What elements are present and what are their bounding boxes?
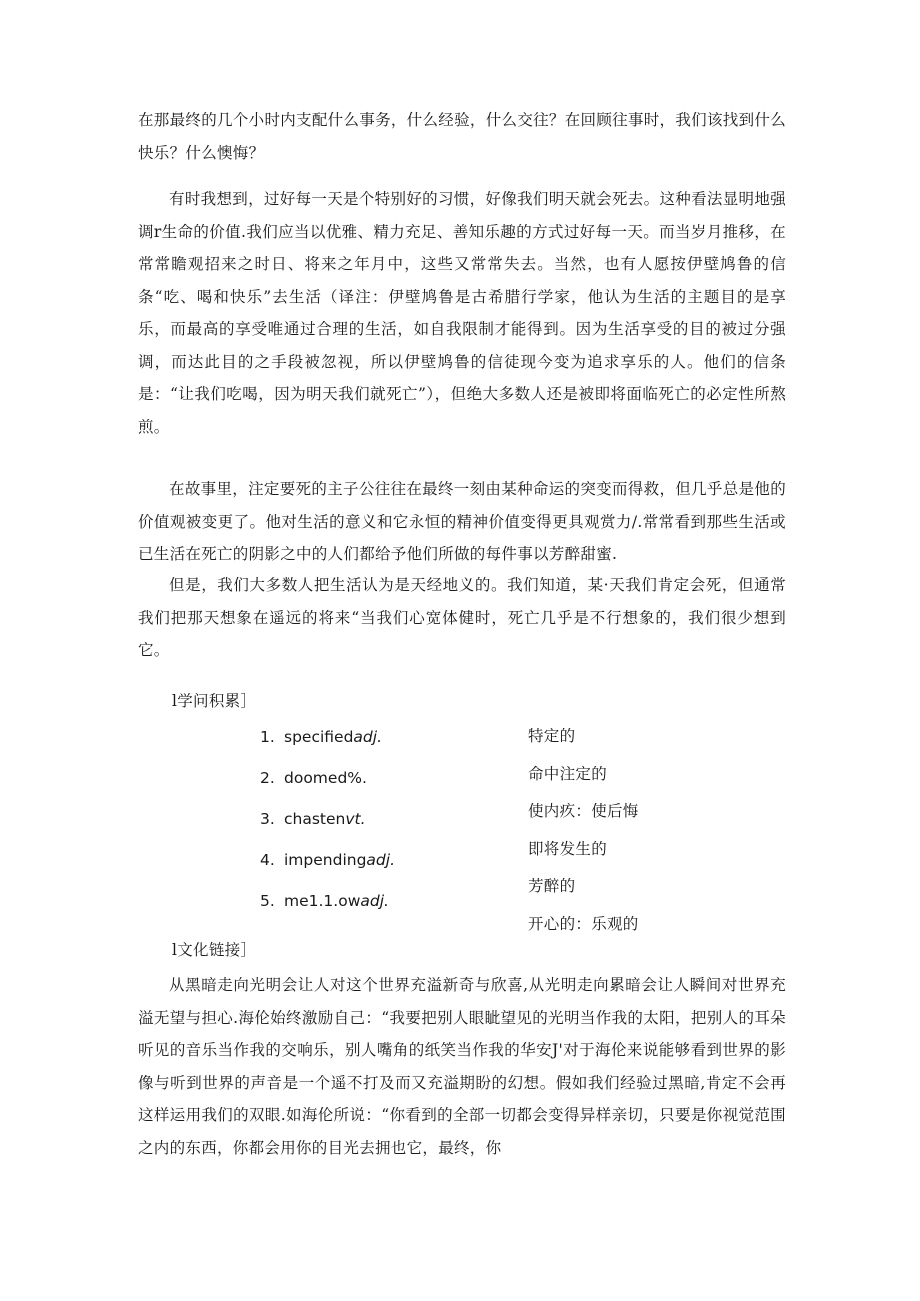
paragraph-4-text: 但是，我们大多数人把生活认为是天经地义的。我们知道，某·天我们肯定会死，但通常我们把那天想象在遥远的将来“当我们心宽体健时，死亡几乎是不行想象的，我们很少想到它。 — [138, 576, 786, 659]
vocab-item — [260, 808, 460, 849]
paragraph-5 — [138, 969, 786, 1164]
meaning-item: 开心的：乐观的 — [528, 914, 639, 933]
paragraph-1 — [138, 104, 786, 169]
vocab-item — [260, 767, 460, 808]
vocab-list — [260, 726, 460, 931]
vocab-item — [260, 890, 460, 931]
vocab-section-header: l学问积累］ — [172, 692, 257, 710]
meaning-item: 使内疚：使后悔 — [528, 802, 639, 821]
paragraph-2-text: 有时我想到，过好每一天是个特别好的习惯，好像我们明天就会死去。这种看法显明地强调r生命的价值.我们应当以优雅、精力充足、善知乐趣的方式过好每一天。而当岁月推移，在常常瞻观招来之时日、将来之年月中，这些又常常失去。当然，也有人愿按伊壁鸠鲁的信条“吃、喝和快乐”去生活（译注：伊壁鸠鲁是古希腊行学家，他认为生活的主题目的是享乐，而最高的享受唯通过合理的生活，如自我限制才能得到。因为生活享受的目的被过分强调，而达此目的之手段被忽视，所以伊壁鸠鲁的信徒现今变为追求享乐的人。他们的信条是：“让我们吃喝，因为明天我们就死亡”），但绝大多数人还是被即将面临死亡的必定性所熬煎。 — [138, 190, 786, 436]
paragraph-2 — [138, 183, 786, 443]
vocab-number: 4. — [260, 851, 275, 869]
vocab-number: 2. — [260, 769, 275, 787]
vocab-word: doomed%. — [284, 769, 367, 787]
vocab-pos: adj. — [353, 728, 382, 746]
vocab-item — [260, 849, 460, 890]
vocab-word: specified — [284, 728, 354, 746]
vocab-number: 1. — [260, 728, 275, 746]
meaning-item: 命中注定的 — [528, 764, 608, 783]
vocab-pos: vt. — [345, 810, 366, 828]
meaning-item: 芳醉的 — [528, 877, 576, 896]
meaning-item: 即将发生的 — [528, 839, 608, 858]
paragraph-3-text: 在故事里，注定要死的主子公往往在最终一刻由某种命运的突变而得救，但几乎总是他的价值观被变更了。他对生活的意义和它永恒的精神价值变得更具观赏力/.常常看到那些生活或已生活在死亡的阴影之中的人们都给予他们所做的每件事以芳醉甜蜜. — [138, 480, 786, 563]
vocab-number: 5. — [260, 892, 275, 910]
vocab-word: impending — [284, 851, 367, 869]
vocab-word: me1.1.ow — [284, 892, 361, 910]
paragraph-5-text: 从黑暗走向光明会让人对这个世界充溢新奇与欣喜,从光明走向累暗会让人瞬间对世界充溢无望与担心.海伦始终激励自己：“我要把别人眼眦望见的光明当作我的太阳，把别人的耳朵听见的音乐当作我的交响乐，别人嘴角的纸笑当作我的华安J'对于海伦来说能够看到世界的影像与听到世界的声音是一个遥不打及而又充溢期盼的幻想。假如我们经验过黑暗,肯定不会再这样运用我们的双眼.如海伦所说：“你看到的全部一切都会变得异样亲切，只要是你视觉范围之内的东西，你都会用你的目光去拥也它，最终，你 — [138, 976, 786, 1157]
vocab-pos: adj. — [360, 892, 389, 910]
vocab-word: chasten — [284, 810, 346, 828]
meaning-list — [528, 725, 728, 951]
paragraph-1-text: 在那最终的几个小时内支配什么事务，什么经验，什么交往？在回顾往事时，我们该找到什么快乐？什么懊悔？ — [138, 111, 786, 162]
vocab-pos: adj. — [366, 851, 395, 869]
meaning-item: 特定的 — [528, 727, 576, 745]
culture-section-header: l文化链接］ — [172, 941, 257, 959]
vocab-number: 3. — [260, 810, 275, 828]
vocab-item — [260, 726, 460, 767]
paragraph-3 — [138, 473, 786, 571]
paragraph-4 — [138, 569, 786, 667]
